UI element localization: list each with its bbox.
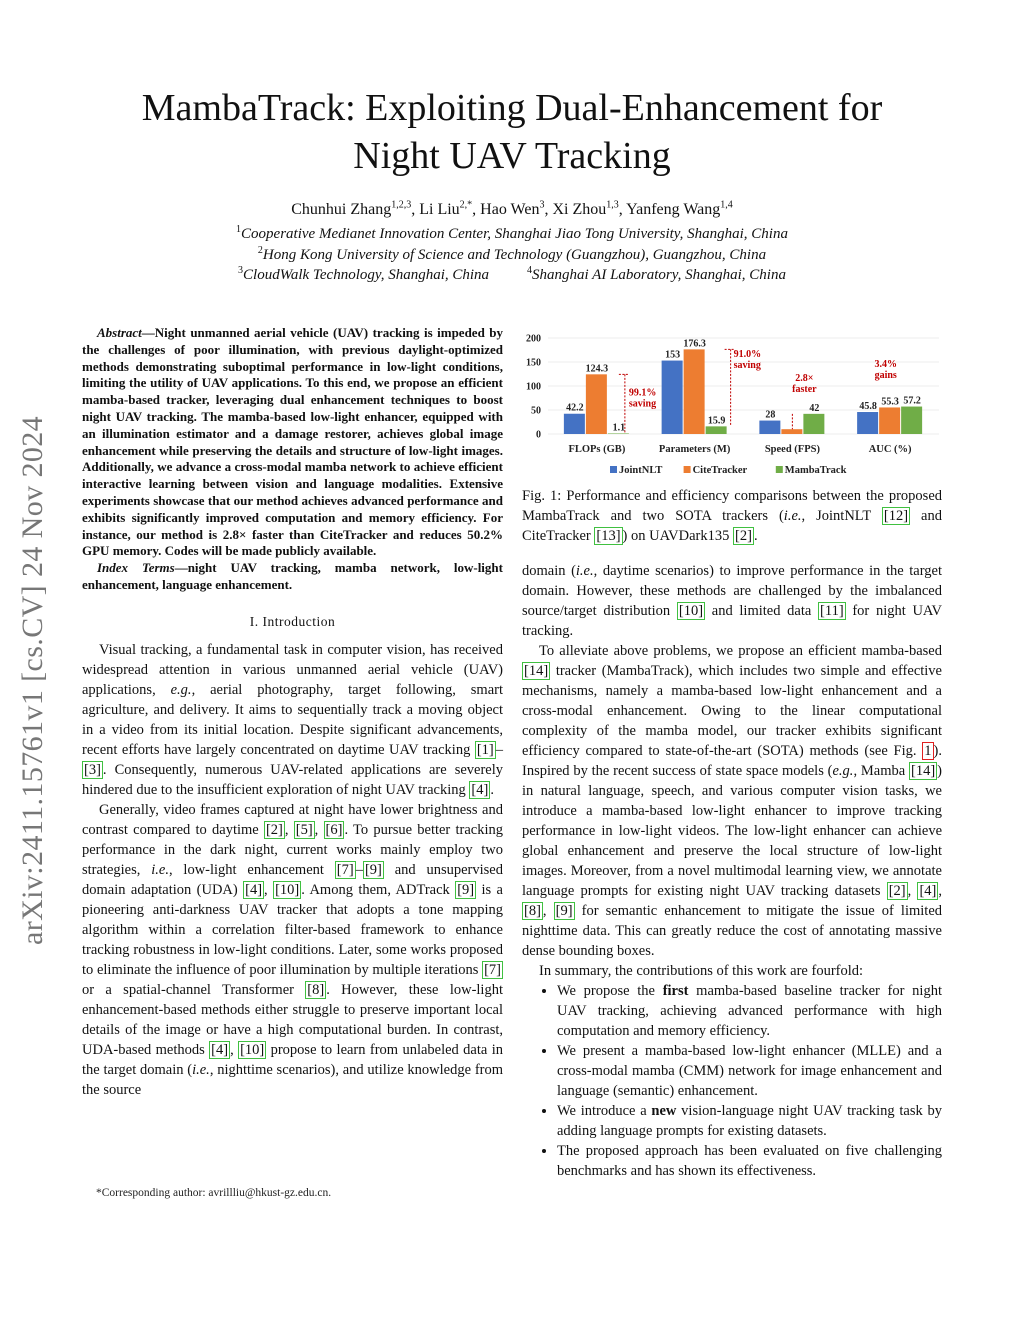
y-tick-label: 50 — [531, 405, 541, 417]
x-category-label: Speed (FPS) — [764, 444, 820, 455]
citation-link[interactable]: [9] — [457, 881, 475, 898]
title-line-1: MambaTrack: Exploiting Dual-Enhancement for — [141, 87, 883, 129]
legend-swatch-mambatrack — [776, 466, 783, 473]
footnote-corresponding-author: *Corresponding author: avrillliu@hkust-gz.edu.cn. — [96, 1187, 332, 1199]
bar-value-label: 42 — [809, 402, 820, 414]
citation-link[interactable]: [4] — [245, 881, 263, 898]
y-tick-label: 200 — [526, 333, 541, 345]
contribution-item-4: • The proposed approach has been evaluated on five challenging benchmarks and has shown its effectiveness. — [557, 1141, 942, 1181]
x-category-label: FLOPs (GB) — [568, 444, 626, 455]
citation-link[interactable]: [5] — [295, 821, 313, 838]
bar-citetracker — [879, 407, 900, 434]
citation-link[interactable]: [2] — [888, 883, 906, 899]
annotation-label: saving — [628, 398, 657, 410]
bar-citetracker — [781, 429, 802, 434]
bar-value-label: 1.1 — [612, 422, 626, 434]
citation-link[interactable]: [8] — [307, 981, 325, 998]
annotation-label: 3.4% — [874, 358, 897, 370]
right-paragraph-1: domain (i.e., daytime scenarios) to improve performance in the target domain. However, these methods are challenged by the imbalanced source/target distribution [10] and limited data [11] for night UAV tracking. — [522, 563, 943, 639]
citation-link[interactable]: [7] — [336, 861, 354, 878]
citation-link[interactable]: [7] — [484, 961, 501, 978]
legend-label-jointnlt: JointNLT — [619, 465, 663, 476]
left-column — [82, 325, 503, 1100]
annotation-label: saving — [733, 360, 761, 372]
citation-link[interactable]: [12] — [883, 508, 909, 524]
affiliations — [60, 224, 964, 286]
bar-value-label: 45.8 — [859, 401, 877, 413]
bar-jointnlt — [662, 361, 683, 434]
citation-link[interactable]: [1] — [476, 741, 494, 758]
author-2: Li Liu$^{2,*}$ — [419, 199, 473, 218]
bar-citetracker — [586, 374, 607, 434]
author-5: Yanfeng Wang$^{1,4}$ — [626, 199, 733, 218]
y-tick-label: 150 — [526, 357, 541, 369]
annotation-label: 91.0% — [733, 349, 762, 361]
abstract: Abstract—Night unmanned aerial vehicle (UAV) tracking is impeded by the challenges of poor illumination, with previous daylight-optimized methods demonstrating suboptimal performance in low-light conditions, limiting the utility of UAV applications. To this end, we propose an efficient mamba-based tracker, leveraging dual enhancement techniques to boost night UAV tracking. The mamba-based low-light enhancer, equipped with an illumination estimator and a damage restorer, achieves global image enhancement while preserving the details and structure of low-light images. Additionally, we advance a cross-modal mamba network to achieve efficient interactive learning between vision and language modalities. Extensive experiments showcase that our method achieves advanced performance and exhibits significantly improved computation and memory efficiency. For instance, our method is 2.8× faster than CiteTracker and reduces 50.2% GPU memory. Codes will be made publicly available. — [82, 325, 503, 559]
contribution-item-1: • We propose the first mamba-based baseline tracker for night UAV tracking, achieving advanced performance with high computation and memory efficiency. — [557, 981, 942, 1041]
bar-jointnlt — [759, 421, 780, 434]
citation-link[interactable]: [10] — [240, 1041, 265, 1058]
citation-link[interactable]: [6] — [325, 821, 343, 838]
affiliation-1: $^1$Cooperative Medianet Innovation Center, Shanghai Jiao Tong University, Shanghai, China — [236, 224, 788, 242]
citation-link[interactable]: [8] — [524, 903, 541, 919]
y-tick-label: 0 — [536, 429, 541, 441]
citation-link[interactable]: [2] — [735, 528, 752, 544]
bar-mambatrack — [803, 414, 824, 434]
bar-value-label: 42.2 — [566, 402, 584, 414]
citation-link[interactable]: [13] — [596, 528, 621, 544]
citation-link[interactable]: [11] — [820, 603, 844, 619]
citation-link[interactable]: [4] — [211, 1041, 229, 1058]
legend-swatch-citetracker — [684, 466, 691, 473]
citation-link[interactable]: [3] — [84, 761, 101, 778]
citation-link[interactable]: [4] — [471, 781, 489, 798]
intro-paragraph-2: Generally, video frames captured at night have lower brightness and contrast compared to daytime [2] , [5] , [6] . To pursue better tracking performance in the dark night, current works mainly employ two strategies, i.e., low-light enhancement [7] – [9] and unsupervised domain adaptation (UDA) [4] , [10] . Among them, ADTrack [9] is a pioneering anti-darkness UAV tracker that adopts a tone mapping algorithm within a correlation filter-based framework to enhance tracking robustness in low-light conditions. Later, some works proposed to eliminate the influence of poor illumination by multiple iterations [7] or a spatial-channel Transformer [8] . However, these low-light enhancement-based methods either struggle to preserve important local details of the image or have a high computational burden. In contrast, UDA-based methods [4] , [10] propose to learn from unlabeled data in the target domain (i.e., nighttime scenarios), and utilize knowledge from the source — [82, 801, 504, 1098]
affiliation-3-4: $^3$CloudWalk Technology, Shanghai, China $^4$Shanghai AI Laboratory, Shanghai, China — [238, 265, 786, 283]
author-4: Xi Zhou$^{1,3}$ — [552, 199, 619, 218]
citation-link[interactable]: [4] — [919, 883, 937, 899]
arxiv-watermark: arXiv:2411.15761v1 [cs.CV] 24 Nov 2024 — [16, 415, 49, 945]
y-tick-label: 100 — [526, 381, 541, 393]
bar-mambatrack — [901, 407, 922, 434]
author-list: Chunhui Zhang$^{1,2,3}$, Li Liu$^{2,*}$, Hao Wen$^3$, Xi Zhou$^{1,3}$, Yanfeng Wang$^{1,4}$ — [291, 199, 733, 218]
annotation-label: faster — [792, 384, 817, 396]
citation-link[interactable]: [9] — [364, 861, 382, 878]
paper-title — [60, 84, 964, 180]
figure-1-caption: Fig. 1: Performance and efficiency comparisons between the proposed MambaTrack and two SOTA trackers (i.e., JointNLT [12] and CiteTracker [13] ) on UAVDark135 [2] . — [522, 488, 942, 544]
citation-link[interactable]: [10] — [275, 881, 300, 898]
contribution-item-2: • We present a mamba-based low-light enhancer (MLLE) and a cross-modal mamba (CMM) network for image enhancement and language (semantic) enhancement. — [557, 1041, 942, 1101]
bar-jointnlt — [564, 414, 585, 434]
figure-link[interactable]: 1 — [924, 743, 932, 759]
citation-link[interactable]: [10] — [678, 603, 704, 619]
right-paragraph-3: In summary, the contributions of this work are fourfold: — [539, 963, 864, 979]
citation-link[interactable]: [9] — [555, 903, 573, 919]
bar-value-label: 153 — [665, 349, 681, 361]
bar-mambatrack — [706, 426, 727, 434]
annotation-label: 2.8× — [795, 373, 814, 385]
bar-value-label: 15.9 — [707, 415, 726, 427]
bar-mambatrack — [608, 433, 629, 434]
bar-value-label: 57.2 — [903, 395, 921, 407]
annotation-label: 99.1% — [628, 387, 657, 399]
section-heading-introduction: I. Introduction — [249, 613, 336, 629]
right-column — [522, 561, 942, 1181]
legend-label-citetracker: CiteTracker — [692, 465, 748, 476]
legend-swatch-jointnlt — [610, 466, 617, 473]
legend-label-mambatrack: MambaTrack — [784, 465, 847, 476]
title-line-2: Night UAV Tracking — [353, 135, 671, 177]
bar-jointnlt — [857, 412, 878, 434]
author-1: Chunhui Zhang$^{1,2,3}$ — [291, 199, 412, 218]
intro-paragraph-1: Visual tracking, a fundamental task in computer vision, has received widespread attention in various unmanned aerial vehicle (UAV) applications, e.g., aerial photography, target following, smart agriculture, and delivery. It aims to sequentially track a moving object in a video from its initial location. Despite significant advancements, recent efforts have largely concentrated on daytime UAV tracking [1] –[3] . Consequently, numerous UAV-related applications are severely hindered due to the insufficient exploration of night UAV tracking [4] . — [82, 641, 503, 798]
bar-value-label: 124.3 — [585, 363, 609, 375]
bar-citetracker — [684, 349, 705, 434]
x-category-label: Parameters (M) — [658, 444, 731, 455]
contribution-item-3: • We introduce a new vision-language night UAV tracking task by adding language prompts for existing datasets. — [557, 1101, 942, 1141]
bar-value-label: 55.3 — [881, 396, 899, 408]
figure-1-bar-chart — [514, 326, 944, 486]
bar-value-label: 28 — [765, 409, 776, 421]
author-3: Hao Wen$^3$ — [480, 199, 545, 218]
bar-value-label: 176.3 — [683, 338, 706, 350]
citation-link[interactable]: [14] — [910, 763, 936, 779]
affiliation-2: $^2$Hong Kong University of Science and Technology (Guangzhou), Guangzhou, China — [257, 244, 767, 263]
annotation-label: gains — [874, 369, 897, 381]
contributions-list — [522, 981, 942, 1181]
citation-link[interactable]: [14] — [524, 663, 549, 679]
right-paragraph-2: To alleviate above problems, we propose an efficient mamba-based [14] tracker (MambaTrack), which includes two simple and effective mechanisms, namely a mamba-based low-light enhancement and a cross-modal enhancement. Owing to the linear computational complexity of the mamba model, our tracker exhibits significant efficiency compared to state-of-the-art (SOTA) methods (see Fig. 1 ). Inspired by the recent success of state space models (e.g., Mamba [14] ) in natural language, speech, and various computer vision tasks, we introduce a mamba-based low-light enhancer to improve tracking performance in low-light videos. The low-light enhancer can achieve global enhancement and preserve the local structure of low-light images. Moreover, from a novel multimodal learning view, we annotate language prompts for existing night UAV tracking datasets [2] , [4] , [8] , [9] for semantic enhancement to mitigate the issue of limited nighttime data. This can greatly reduce the cost of annotating massive dense bounding boxes. — [522, 643, 943, 959]
index-terms: Index Terms—night UAV tracking, mamba network, low-light enhancement, language enhancement. — [82, 560, 503, 592]
x-category-label: AUC (%) — [868, 444, 912, 455]
citation-link[interactable]: [2] — [265, 821, 283, 838]
